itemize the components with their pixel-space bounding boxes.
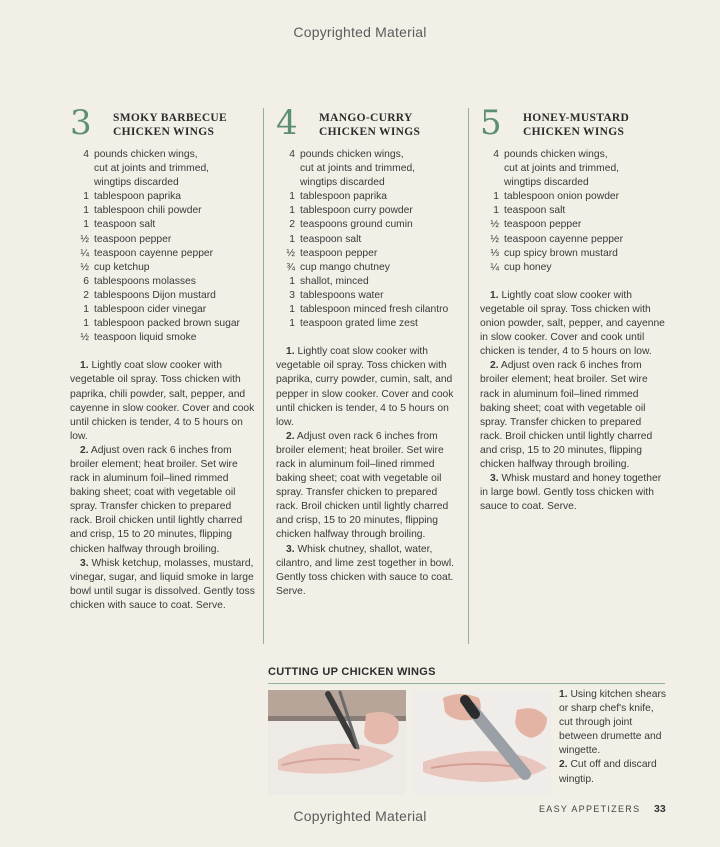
ingredient-text: teaspoon pepper — [94, 233, 172, 245]
ingredient-quantity: 1 — [493, 191, 499, 203]
footer-section-title: EASY APPETIZERS — [539, 804, 641, 814]
step-text: Whisk mustard and honey together in large bowl. Gently toss chicken with sauce to coat. Serve. — [480, 473, 662, 513]
ingredient-text: tablespoons Dijon mustard — [94, 289, 216, 301]
ingredient-quantity: 4 — [493, 149, 499, 160]
ingredient-text: cup ketchup — [94, 261, 150, 273]
ingredient-item — [70, 317, 256, 331]
ingredient-quantity: 2 — [289, 219, 295, 231]
ingredient-quantity: ½ — [80, 332, 89, 344]
ingredient-quantity: 4 — [83, 149, 89, 160]
ingredient-text: teaspoon salt — [300, 233, 362, 245]
ingredient-text: cup spicy brown mustard — [504, 247, 618, 259]
ingredient-item — [70, 218, 256, 232]
recipe-title: HONEY-MUSTARD CHICKEN WINGS — [523, 112, 630, 138]
ingredient-quantity: 1 — [289, 275, 295, 287]
step-number: 1. — [286, 346, 295, 358]
ingredient-quantity: 1 — [289, 205, 295, 217]
step-number: 3. — [286, 543, 295, 555]
method-step — [480, 289, 666, 359]
ingredient-list — [70, 148, 256, 345]
method-step — [276, 543, 462, 599]
step-text: Cut off and discard wingtip. — [559, 759, 657, 785]
step-text: Adjust oven rack 6 inches from broiler element; heat broiler. Set wire rack in aluminum foil–lined rimmed baking sheet; coat with vegetable oil spray. Transfer chicken to prepared rack. Broil chicken until lightly charred and crisp, 15 to 20 minutes, flipping chicken halfway through broiling. — [480, 360, 653, 470]
ingredient-item — [480, 218, 666, 232]
ingredient-item — [70, 261, 256, 275]
ingredient-text: teaspoon cayenne pepper — [504, 233, 624, 245]
recipe-number: 3 — [70, 103, 92, 143]
ingredient-text: tablespoon paprika — [300, 191, 388, 203]
step-text: Lightly coat slow cooker with vegetable oil spray. Toss chicken with onion powder, salt, pepper, and cayenne in slow cooker. Cover and cook until chicken is tender, 4 to 5 hours on low. — [480, 289, 665, 358]
recipe-title: SMOKY BARBECUE CHICKEN WINGS — [113, 112, 227, 138]
ingredient-quantity: 1 — [289, 233, 295, 245]
sidebar-step — [559, 688, 671, 758]
ingredient-quantity: 1 — [289, 318, 295, 330]
photo-cutting-wingtip — [413, 690, 551, 795]
ingredient-text: tablespoon curry powder — [300, 205, 413, 217]
step-number: 1. — [559, 689, 568, 700]
ingredient-item — [70, 331, 256, 345]
ingredient-text: tablespoons molasses — [94, 275, 196, 287]
ingredient-item — [276, 275, 462, 289]
step-text: Lightly coat slow cooker with vegetable oil spray. Toss chicken with paprika, curry powder, cumin, salt, and pepper in slow cooker. Cover and cook until chicken is tender, 4 to 5 hours on low. — [276, 346, 454, 428]
ingredient-item — [276, 247, 462, 261]
copyright-footer: Copyrighted Material — [293, 808, 427, 824]
ingredient-item — [70, 148, 256, 190]
ingredient-item — [70, 190, 256, 204]
step-text: Adjust oven rack 6 inches from broiler element; heat broiler. Set wire rack in aluminum foil–lined rimmed baking sheet; coat with vegetable oil spray. Transfer chicken to prepared rack. Broil chicken until lightly charred and crisp, 15 to 20 minutes, flipping chicken halfway through broiling. — [70, 444, 243, 555]
ingredient-item — [276, 261, 462, 275]
photo-illustration-knife — [413, 690, 551, 795]
step-number: 1. — [490, 289, 499, 301]
method-step — [70, 359, 256, 444]
recipe-number: 4 — [276, 103, 298, 143]
ingredient-text: pounds chicken wings, cut at joints and trimmed, wingtips discarded — [300, 149, 416, 189]
ingredient-text: teaspoon pepper — [300, 247, 378, 259]
ingredient-quantity: 1 — [83, 318, 89, 330]
ingredient-text: tablespoon cider vinegar — [94, 304, 207, 316]
method-steps — [480, 289, 666, 515]
photo-illustration-shears — [268, 690, 406, 795]
ingredient-text: teaspoon grated lime zest — [300, 318, 418, 330]
step-text: Using kitchen shears or sharp chef's knife, cut through joint between drumette and wingette. — [559, 689, 667, 757]
method-step — [480, 472, 666, 514]
ingredient-item — [70, 289, 256, 303]
ingredient-text: teaspoon salt — [94, 219, 156, 231]
ingredient-text: tablespoon paprika — [94, 191, 182, 203]
ingredient-item — [276, 218, 462, 232]
ingredient-quantity: 1 — [289, 191, 295, 203]
ingredient-item — [480, 190, 666, 204]
ingredient-text: tablespoon chili powder — [94, 205, 202, 217]
method-step — [276, 345, 462, 430]
step-number: 2. — [490, 360, 499, 372]
ingredient-quantity: 1 — [83, 205, 89, 217]
ingredient-text: pounds chicken wings, cut at joints and trimmed, wingtips discarded — [94, 149, 210, 189]
method-step — [480, 359, 666, 472]
step-number: 3. — [80, 557, 89, 569]
ingredient-text: tablespoon packed brown sugar — [94, 318, 240, 330]
step-number: 2. — [559, 759, 568, 771]
ingredient-item — [480, 204, 666, 218]
step-text: Whisk ketchup, molasses, mustard, vinegar, sugar, and liquid smoke in large bowl until sugar is dissolved. Gently toss chicken with sauce to coat. Serve. — [70, 557, 255, 611]
ingredient-item — [480, 261, 666, 275]
step-number: 2. — [80, 444, 89, 456]
photo-cutting-joint — [268, 690, 406, 795]
ingredient-text: teaspoon liquid smoke — [94, 332, 197, 344]
recipe-column — [480, 103, 666, 514]
recipe-title: MANGO-CURRY CHICKEN WINGS — [319, 112, 421, 138]
ingredient-text: shallot, minced — [300, 275, 369, 287]
ingredient-quantity: 1 — [83, 219, 89, 231]
ingredient-quantity: ½ — [490, 233, 499, 245]
ingredient-item — [276, 204, 462, 218]
ingredient-quantity: 1 — [289, 304, 295, 316]
ingredient-quantity: 1 — [83, 304, 89, 316]
ingredient-text: tablespoons water — [300, 289, 384, 301]
step-number: 2. — [286, 430, 295, 442]
ingredient-text: cup honey — [504, 261, 552, 273]
method-step — [70, 557, 256, 613]
ingredient-text: teaspoon pepper — [504, 219, 582, 231]
ingredient-list — [276, 148, 462, 331]
ingredient-text: teaspoons ground cumin — [300, 219, 413, 231]
ingredient-text: teaspoon cayenne pepper — [94, 247, 214, 259]
column-divider — [468, 108, 469, 644]
method-steps — [276, 345, 462, 599]
ingredient-item — [70, 303, 256, 317]
step-number: 1. — [80, 360, 89, 372]
ingredient-quantity: ½ — [490, 219, 499, 231]
ingredient-item — [70, 275, 256, 289]
recipe-header — [480, 103, 666, 148]
step-text: Whisk chutney, shallot, water, cilantro, and lime zest together in bowl. Gently toss chicken with sauce to coat. Serve. — [276, 543, 454, 597]
ingredient-text: tablespoon minced fresh cilantro — [300, 304, 449, 316]
page-number: 33 — [654, 803, 666, 815]
recipe-column — [70, 103, 256, 613]
ingredient-text: cup mango chutney — [300, 261, 390, 273]
recipe-column — [276, 103, 462, 599]
ingredient-item — [276, 190, 462, 204]
ingredient-item — [480, 233, 666, 247]
ingredient-text: pounds chicken wings, cut at joints and trimmed, wingtips discarded — [504, 149, 620, 189]
step-text: Lightly coat slow cooker with vegetable oil spray. Toss chicken with paprika, chili powder, salt, pepper, and cayenne in slow cooker. Cover and cook until chicken is tender, 4 to 5 hours on low. — [70, 360, 255, 442]
ingredient-item — [70, 204, 256, 218]
ingredient-quantity: ⅓ — [490, 247, 499, 259]
ingredient-quantity: 2 — [83, 289, 89, 301]
ingredient-item — [276, 317, 462, 331]
ingredient-quantity: ½ — [80, 261, 89, 273]
column-divider — [263, 108, 264, 644]
sidebar-title: CUTTING UP CHICKEN WINGS — [268, 666, 665, 684]
ingredient-item — [276, 233, 462, 247]
copyright-header: Copyrighted Material — [293, 24, 427, 40]
recipe-header — [70, 103, 256, 148]
step-text: Adjust oven rack 6 inches from broiler element; heat broiler. Set wire rack in aluminum foil–lined rimmed baking sheet; coat with vegetable oil spray. Transfer chicken to prepared rack. Broil chicken until lightly charred and crisp, 15 to 20 minutes, flipping chicken halfway through broiling. — [276, 430, 449, 541]
ingredient-quantity: 3 — [289, 289, 295, 301]
ingredient-quantity: 6 — [83, 275, 89, 287]
ingredient-item — [480, 247, 666, 261]
sidebar-step — [559, 758, 671, 786]
recipe-number: 5 — [480, 103, 502, 143]
ingredient-quantity: 1 — [493, 205, 499, 217]
ingredient-text: teaspoon salt — [504, 205, 566, 217]
ingredient-quantity: ½ — [80, 233, 89, 245]
method-step — [70, 444, 256, 557]
ingredient-text: tablespoon onion powder — [504, 191, 620, 203]
method-step — [276, 430, 462, 543]
method-steps — [70, 359, 256, 613]
sidebar-steps — [559, 688, 671, 787]
ingredient-list — [480, 148, 666, 275]
ingredient-quantity: 4 — [289, 149, 295, 160]
ingredient-quantity: ¼ — [490, 261, 499, 273]
ingredient-quantity: ¼ — [80, 247, 89, 259]
step-number: 3. — [490, 473, 499, 485]
ingredient-item — [276, 303, 462, 317]
ingredient-item — [276, 148, 462, 190]
ingredient-item — [480, 148, 666, 190]
ingredient-item — [70, 233, 256, 247]
ingredient-item — [70, 247, 256, 261]
ingredient-quantity: ¾ — [286, 261, 295, 273]
ingredient-quantity: 1 — [83, 191, 89, 203]
recipe-header — [276, 103, 462, 148]
ingredient-item — [276, 289, 462, 303]
ingredient-quantity: ½ — [286, 247, 295, 259]
